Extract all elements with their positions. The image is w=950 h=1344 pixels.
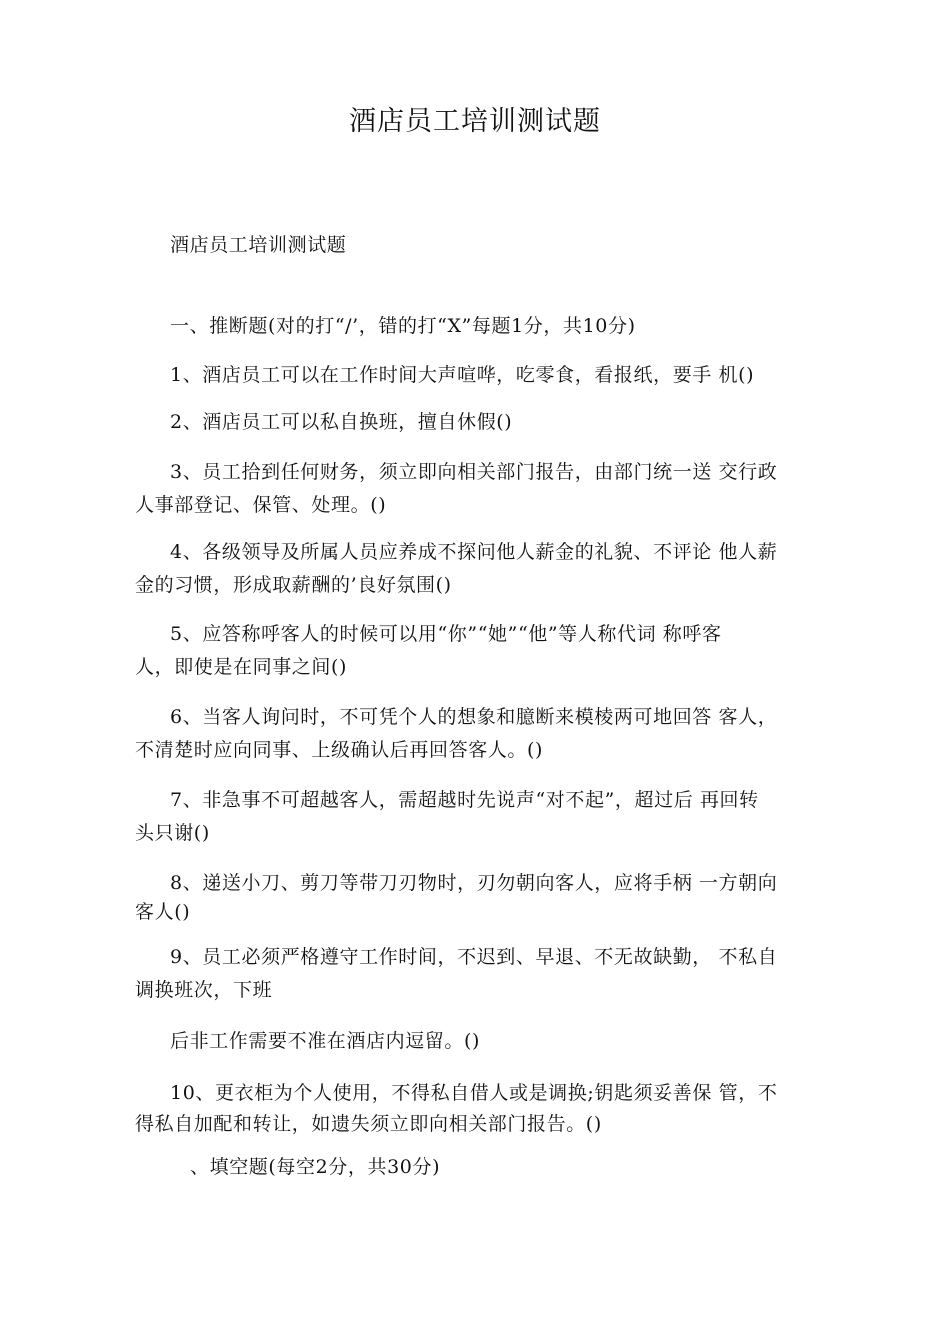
question-6-line-1: 6、当客人询问时，不可凭个人的想象和臆断来模棱两可地回答 客人， [170,706,778,728]
question-5-line-2: 人，即使是在同事之间() [135,656,348,678]
question-5-line-1: 5、应答称呼客人的时候可以用“你”“她”“他”等人称代词 称呼客 [170,623,722,645]
question-10-line-2: 得私自加配和转让，如遗失须立即向相关部门报告。() [135,1113,602,1135]
question-9-line-2: 调换班次，下班 [135,979,273,1001]
question-10-line-1: 10、更衣柜为个人使用，不得私自借人或是调换;钥匙须妥善保 管，不 [170,1082,778,1104]
question-9-line-3: 后非工作需要不准在酒店内逗留。() [170,1030,481,1052]
document-subtitle: 酒店员工培训测试题 [170,234,347,256]
section-1-heading: 一、推断题(对的打“/’，错的打“X”每题1分，共10分) [170,315,636,337]
question-3-line-2: 人事部登记、保管、处理。() [135,494,387,516]
question-7-line-1: 7、非急事不可超越客人，需超越时先说声“对不起”，超过后 再回转 [170,789,759,811]
question-7-line-2: 头只谢() [135,822,210,844]
document-title: 酒店员工培训测试题 [349,106,601,137]
section-2-heading: 、填空题(每空2分，共30分) [190,1156,441,1178]
question-8-line-1: 8、递送小刀、剪刀等带刀刃物时，刃勿朝向客人，应将手柄 一方朝向 [170,872,778,894]
question-3-line-1: 3、员工拾到任何财务，须立即向相关部门报告，由部门统一送 交行政 [170,461,778,483]
question-4-line-1: 4、各级领导及所属人员应养成不探问他人薪金的礼貌、不评论 他人薪 [170,541,778,563]
question-8-line-2: 客人() [135,901,191,923]
question-6-line-2: 不清楚时应向同事、上级确认后再回答客人。() [135,739,544,761]
question-1: 1、酒店员工可以在工作时间大声喧哗，吃零食，看报纸，要手 机() [170,364,755,386]
question-2: 2、酒店员工可以私自换班，擅自休假() [170,411,513,433]
question-4-line-2: 金的习惯，形成取薪酬的’良好氛围() [135,574,452,596]
question-9-line-1: 9、员工必须严格遵守工作时间，不迟到、早退、不无故缺勤， 不私自 [170,946,778,968]
